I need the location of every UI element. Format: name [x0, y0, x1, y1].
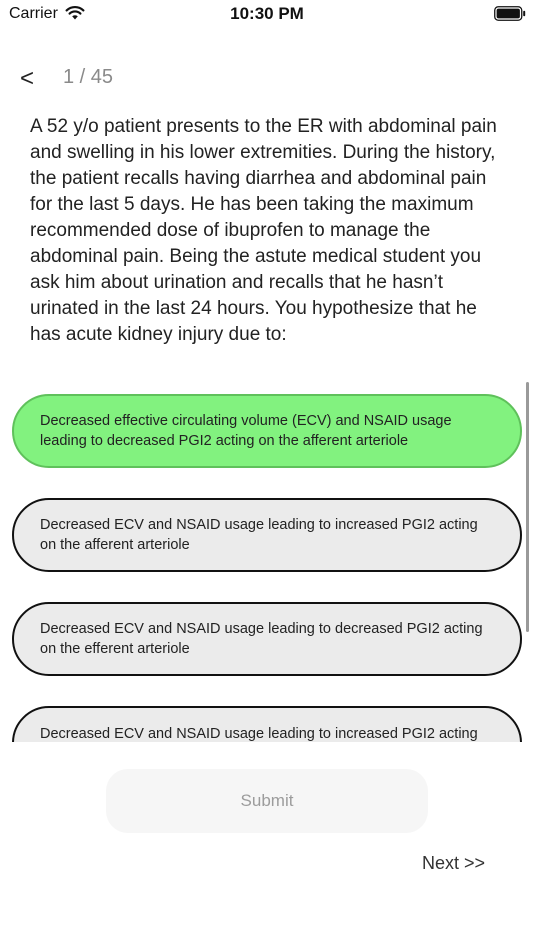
answer-option-label: Decreased ECV and NSAID usage leading to increased PGI2 acting on the afferent arteriole [40, 517, 478, 553]
answer-option-label: Decreased ECV and NSAID usage leading to decreased PGI2 acting on the efferent arteriole [40, 621, 483, 657]
answer-option-label: Decreased ECV and NSAID usage leading to increased PGI2 acting [40, 726, 478, 742]
back-button[interactable]: < [20, 65, 35, 92]
question-text: A 52 y/o patient presents to the ER with abdominal pain and swelling in his lower extremities. During the history, the patient recalls having diarrhea and abdominal pain for the last 5 days. He has been taking the maximum recommended dose of ibuprofen to manage the abdominal pain. Being the astute medical student you ask him about urination and recalls that he hasn’t urinated in the last 24 hours. You hypothesize that he has acute kidney injury due to: [30, 116, 497, 345]
answer-option-4[interactable] [12, 706, 522, 742]
scrollbar[interactable] [526, 382, 529, 632]
answer-option-2[interactable] [12, 498, 522, 572]
clock: 10:30 PM [230, 4, 304, 23]
question-progress: 1 / 45 [63, 66, 114, 88]
submit-button[interactable]: Submit [106, 769, 428, 833]
answer-option-3[interactable] [12, 602, 522, 676]
answer-option-1[interactable] [12, 394, 522, 468]
next-button[interactable]: Next >> [422, 853, 486, 873]
status-bar [0, 0, 534, 30]
carrier-label: Carrier [9, 5, 58, 22]
answer-options-list[interactable] [0, 380, 534, 742]
answer-option-label: Decreased effective circulating volume (ECV) and NSAID usage leading to decreased PGI2 acting on the afferent arteriole [40, 413, 452, 449]
battery-full-icon [494, 6, 526, 21]
